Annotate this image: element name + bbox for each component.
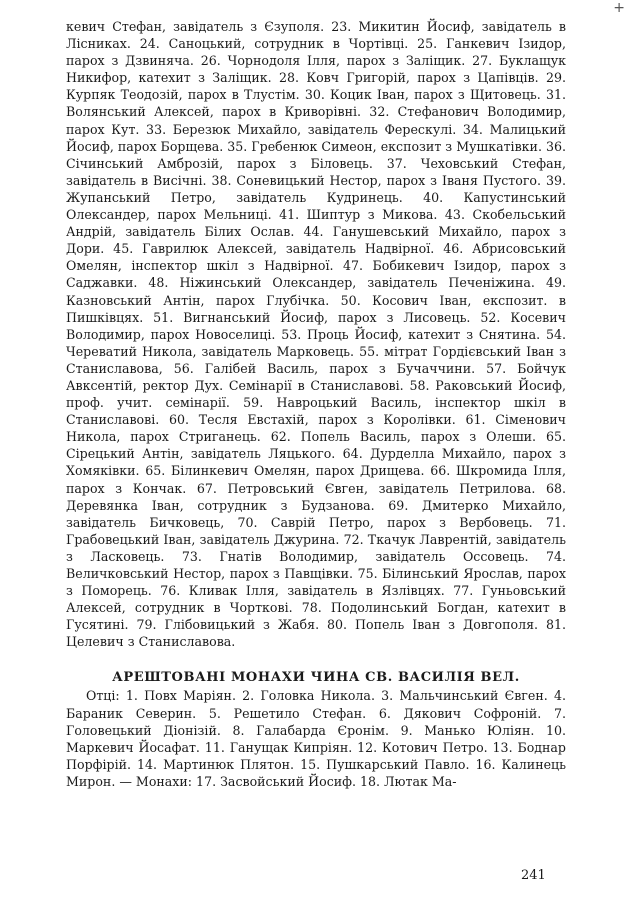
section-heading: АРЕШТОВАНІ МОНАХИ ЧИНА СВ. ВАСИЛІЯ ВЕЛ. (112, 670, 520, 686)
section-paragraph: Отці: 1. Повх Маріян. 2. Головка Никола. 3. Мальчинський Євген. 4. Бараник Северин. 5. Решетило Стефан. 6. Дякович Софроній. 7. Головецький Діонізій. 8. Галабарда Єронім. 9. Манько Юліян. 10. Маркевич Йосафат. 11. Ганущак Кипріян. 12. Котович Петро. 13. Боднар Порфірій. 14. Мартинюк Плятон. 15. Пушкарський Павло. 16. Калинець Мирон. — Монахи: 17. Засвойський Йосиф. 18. Лютак Ма- (66, 688, 566, 789)
corner-mark: + (613, 0, 625, 16)
main-paragraph: кевич Стефан, завідатель з Єзуполя. 23. Микитин Йосиф, завідатель в Лісниках. 24. Саноцький, сотрудник в Чортівці. 25. Ганкевич Ізидор, парох з Дзвиняча. 26. Чорнодоля Ілля, парох з Заліщик. 27. Буклащук Никифор, катехит з Заліщик. 28. Ковч Григорій, парох з Цапівців. 29. Курпяк Теодозій, парох в Тлустім. 30. Коцик Іван, парох з Щитовець. 31. Волянський Алексей, парох в Криворівні. 32. Стефанович Володимир, парох Кут. 33. Березюк Михайло, завідатель Ферескулі. 34. Малицький Йосиф, парох Борщева. 35. Гребенюк Симеон, експозит з Мушкатівки. 36. Січинський Амброзій, парох з Біловець. 37. Чеховський Стефан, завідатель в Висічні. 38. Соневицький Нестор, парох з Іваня Пустого. 39. Жупанський Петро, завідатель Кудринець. 40. Капустинський Олександер, парох Мельниці. 41. Шиптур з Микова. 43. Скобельський Андрій, завідатель Білих Ослав. 44. Ганушевський Михайло, парох з Дори. 45. Гаврилюк Алексей, завідатель Надвірної. 46. Абрисовський Омелян, інспектор шкіл з Надвірної. 47. Бобикевич Ізидор, парох з Саджавки. 48. Ніжинський Олександер, завідатель Печеніжина. 49. Казновський Антін, парох Глубічка. 50. Косович Іван, експозит. в Пишківцях. 51. Вигнанський Йосиф, парох з Лисовець. 52. Косевич Володимир, парох Новоселиці. 53. Проць Йосиф, катехит з Снятина. 54. Череватий Никола, завідатель Марковець. 55. мітрат Гордієвський Іван з Станиславова, 56. Галібей Василь, парох з Бучаччини. 57. Бойчук Авксентій, ректор Дух. Семінарії в Станиславові. 58. Раковський Йосиф, проф. учит. семінарії. 59. Навроцький Василь, інспектор шкіл в Станиславові. 60. Тесля Евстахій, парох з Королівки. 61. Сіменович Никола, парох Стриганець. 62. Попель Василь, парох з Олеши. 65. Сірецький Антін, завідатель Ляцького. 64. Дурделла Михайло, парох з Хомяківки. 65. Білинкевич Омелян, парох Дрищева. 66. Шкромида Ілля, парох з Кончак. 67. Петровський Євген, завідатель Петрилова. 68. Деревянка Іван, сотрудник з Будзанова. 69. Дмитерко Михайло, завідатель Бичковець, 70. Саврій Петро, парох з Вербовець. 71. Грабовецький Іван, завідатель Джурина. 72. Ткачук Лаврентій, завідатель з Ласковець. 73. Гнатів Володимир, завідатель Оссовець. 74. Величковський Нестор, парох з Павщівки. 75. Білинський Ярослав, парох з Поморець. 76. Кливак Ілля, завідатель в Язлівцях. 77. Гуньовський Алексей, сотрудник в Чорткові. 78. Подолинський Богдан, катехит в Гусятині. 79. Глібовицький з Жабя. 80. Попель Іван з Довгополя. 81. Целевич з Станиславова. (66, 19, 566, 650)
page-number: 241 (521, 868, 546, 883)
page-content (66, 18, 566, 790)
